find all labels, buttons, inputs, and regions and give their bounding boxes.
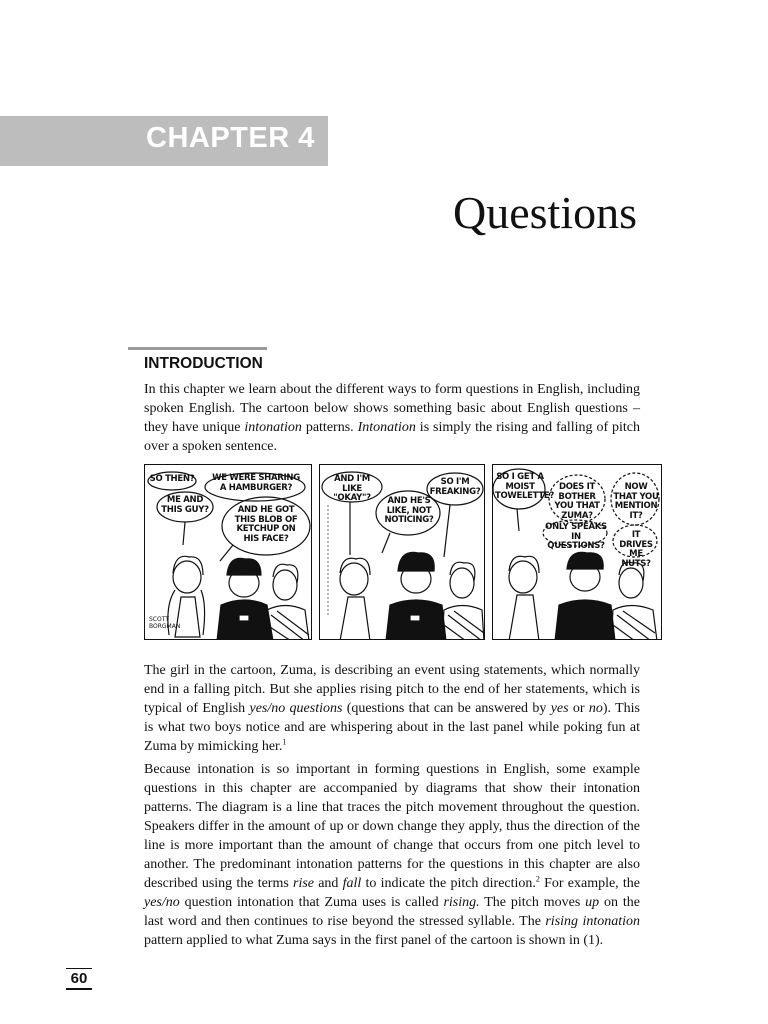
bubble-hes-like-not-noticing: AND HE'S LIKE, NOT NOTICING?	[384, 496, 434, 525]
chapter-label: CHAPTER 4	[146, 122, 315, 154]
footnote-marker-1[interactable]: 1	[282, 737, 287, 747]
bubble-only-speaks-in-questions: ONLY SPEAKS IN QUESTIONS?	[545, 522, 607, 551]
page-number: 60	[66, 970, 92, 990]
body-paragraph-2: The girl in the cartoon, Zuma, is describing an event using statements, which normally end in a falling pitch. But she applies rising pitch to the end of her statements, which is typical of English yes/no questions (questions that can be answered by yes or no). This is what two boys notice and are whispering about in the last panel while poking fun at Zuma by mimicking her.$^1$	[144, 663, 640, 754]
cartoonist-signature: SCOTT BORGMAN	[149, 616, 181, 630]
page-number-rule	[66, 968, 92, 969]
bubble-sharing-hamburger: WE WERE SHARING A HAMBURGER?	[212, 473, 300, 493]
intro-paragraph-1: In this chapter we learn about the different ways to form questions in English, including spoken English. The cartoon below shows something basic about English questions – they have unique intonation patterns. Intonation is simply the rising and falling of pitch over a spoken sentence.	[144, 382, 640, 454]
bubble-so-then: SO THEN?	[149, 474, 195, 484]
cartoon-panel-3	[492, 464, 662, 640]
cartoon-strip	[144, 464, 662, 642]
bubble-im-like-okay: AND I'M LIKE "OKAY"?	[333, 474, 371, 503]
bubble-im-freaking: SO I'M FREAKING?	[429, 477, 481, 497]
footnote-marker-2[interactable]: 2	[535, 874, 540, 884]
body-paragraph-3: Because intonation is so important in forming questions in English, some example questions in this chapter are accompanied by diagrams that show their intonation patterns. The diagram is a line that traces the pitch movement throughout the question. Speakers differ in the amount of up or down change they apply, thus the direction of the line is more important than the amount of change that occurs from one pitch level to another. The predominant intonation patterns for the questions in this chapter are also described using the terms rise and fall to indicate the pitch direction.$^2$ For example, the yes/no question intonation that Zuma uses is called rising. The pitch moves up on the last word and then continues to rise beyond the stressed syllable. The rising intonation pattern applied to what Zuma says in the first panel of the cartoon is shown in (1).	[144, 762, 640, 948]
bubble-me-and-this-guy: ME AND THIS GUY?	[161, 495, 209, 515]
bubble-now-that-you-mention: NOW THAT YOU MENTION IT?	[613, 482, 659, 521]
chapter-title: Questions	[453, 187, 637, 238]
bubble-moist-towelette: SO I GET A MOIST TOWELETTE?	[495, 472, 554, 501]
cartoon-panel-2	[319, 464, 485, 640]
bubble-blob-of-ketchup: AND HE GOT THIS BLOB OF KETCHUP ON HIS FACE?	[234, 505, 298, 544]
cartoon-panel-1	[144, 464, 312, 640]
section-heading: INTRODUCTION	[144, 355, 263, 372]
bubble-does-it-bother-you: DOES IT BOTHER YOU THAT ZUMA?	[554, 482, 600, 521]
section-rule	[128, 347, 267, 350]
bubble-it-drives-me-nuts: IT DRIVES ME NUTS?	[619, 530, 653, 569]
